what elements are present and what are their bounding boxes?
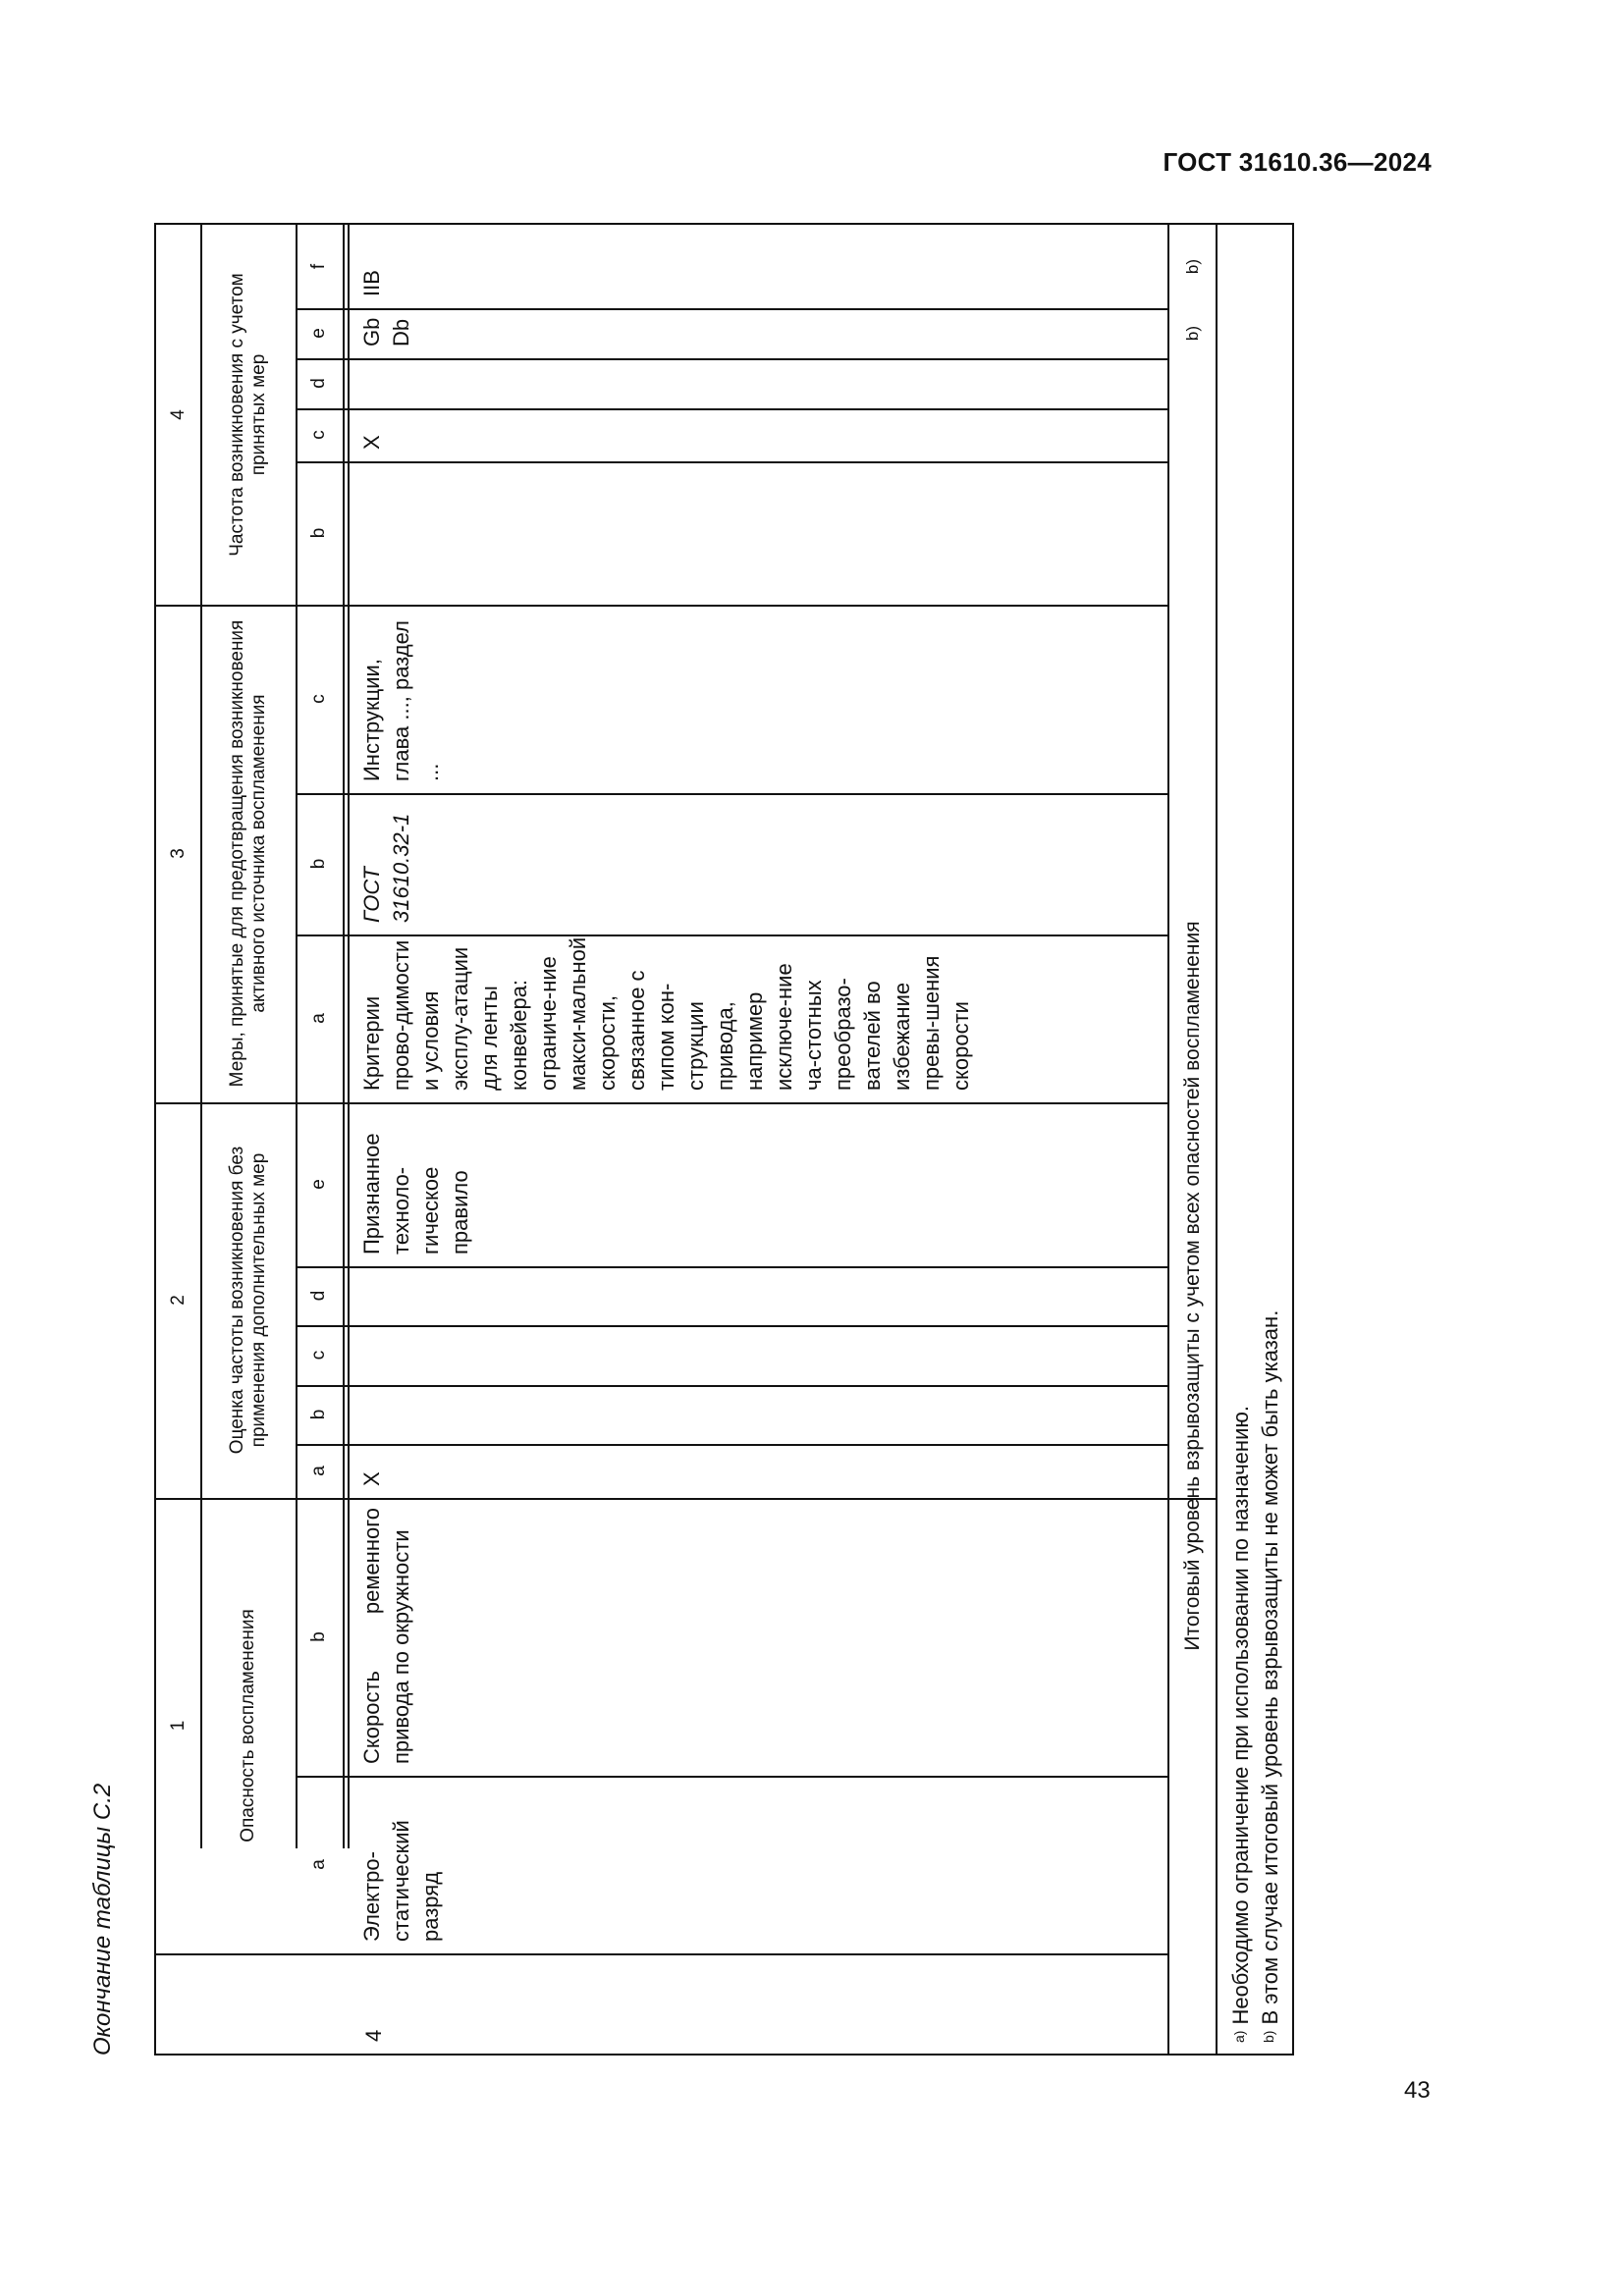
sub-header-b: b bbox=[308, 858, 329, 870]
footnote-mark: b) bbox=[1261, 2030, 1276, 2043]
cell-freq4-e: Gb Db bbox=[359, 317, 413, 347]
grid-line bbox=[156, 1953, 1168, 1955]
footnote-b bbox=[1256, 767, 1285, 2043]
summary-label: Итоговый уровень взрывозащиты с учетом всех опасностей воспламенения bbox=[1180, 921, 1204, 1651]
grid-line bbox=[343, 225, 345, 1848]
document-number: ГОСТ 31610.36—2024 bbox=[1163, 147, 1432, 177]
grid-line bbox=[296, 1266, 1168, 1268]
grid-line bbox=[1216, 225, 1218, 2056]
grid-line bbox=[296, 1385, 1168, 1387]
sub-header-a: a bbox=[308, 1859, 329, 1870]
sub-header-c: c bbox=[308, 1350, 329, 1361]
cell-measures-c: Инструкции, глава ..., раздел ... bbox=[359, 620, 443, 781]
header-measures: Меры, принятые для предотвращения возникновения активного источника воспламенения bbox=[226, 619, 269, 1088]
header-freq-with-measures: Частота возникновения с учетом принятых мер bbox=[226, 273, 269, 557]
cell-freq2-e: Признанное техноло-гическое правило bbox=[359, 1133, 472, 1255]
column-number: 2 bbox=[167, 1295, 189, 1306]
sub-header-a: a bbox=[308, 1013, 329, 1024]
grid-line bbox=[296, 461, 1168, 463]
sub-header-e: e bbox=[308, 328, 329, 339]
sub-header-e: e bbox=[308, 1179, 329, 1190]
grid-line bbox=[296, 1325, 1168, 1327]
cell-freq2-a: X bbox=[359, 1471, 384, 1486]
sub-header-d: d bbox=[308, 1290, 329, 1302]
header-ignition-hazard: Опасность воспламенения bbox=[237, 1609, 258, 1842]
sub-header-b: b bbox=[308, 1409, 329, 1420]
cell-measures-a: Критерии прово-димости и условия эксплу-атации для ленты конвейера: ограниче-ние макси-мальной скорости, связанное с типом кон-струкции привода, например исключе-ние ча-стотных преобразо-вателей во избежание превы-шения скорости bbox=[359, 936, 973, 1091]
footnote-text: Необходимо ограничение при использовании по назначению. bbox=[1228, 1406, 1253, 2025]
sub-header-c: c bbox=[308, 694, 329, 704]
sub-header-b: b bbox=[308, 527, 329, 539]
cell-measures-b: ГОСТ 31610.32-1 bbox=[359, 813, 413, 923]
footnote-mark: a) bbox=[1231, 2030, 1247, 2043]
page-number: 43 bbox=[1404, 2077, 1431, 2104]
header-freq-without-measures: Оценка частоты возникновения без применения дополнительных мер bbox=[226, 1146, 269, 1455]
sub-header-d: d bbox=[308, 378, 329, 389]
sub-header-b: b bbox=[308, 1631, 329, 1642]
cell-freq4-c: X bbox=[359, 435, 384, 450]
sub-header-a: a bbox=[308, 1466, 329, 1476]
cell-hazard-a: Электро-статический разряд bbox=[359, 1820, 443, 1942]
column-number: 4 bbox=[167, 409, 189, 420]
summary-f-value: b) bbox=[1182, 258, 1202, 275]
cell-row-number: 4 bbox=[361, 2029, 386, 2042]
summary-e-value: b) bbox=[1182, 325, 1202, 342]
column-number: 1 bbox=[167, 1720, 189, 1732]
cell-hazard-b: Скорость ременного привода по окружности bbox=[359, 1508, 413, 1764]
footnote-text: В этом случае итоговый уровень взрывозащиты не может быть указан. bbox=[1258, 1309, 1282, 2025]
grid-line bbox=[296, 358, 1168, 360]
footnote-a bbox=[1226, 767, 1256, 2043]
cell-freq4-f: IIB bbox=[359, 270, 384, 296]
hazard-table bbox=[154, 223, 1294, 2056]
sub-header-c: c bbox=[308, 430, 329, 440]
table-caption: Окончание таблицы С.2 bbox=[89, 1783, 116, 2056]
column-number: 3 bbox=[167, 848, 189, 859]
sub-header-f: f bbox=[308, 263, 329, 270]
